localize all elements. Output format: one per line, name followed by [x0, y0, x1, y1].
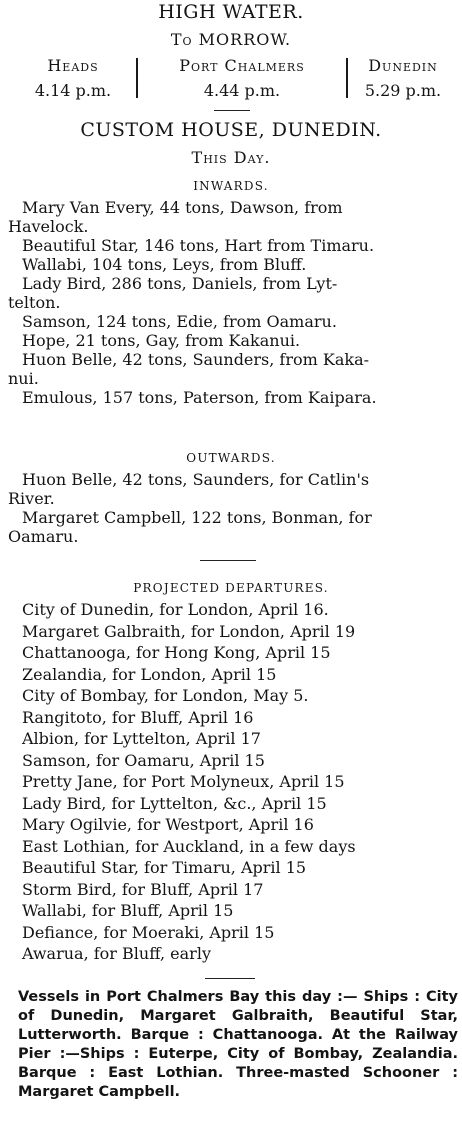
- outwards-list: [8, 470, 456, 546]
- departure-item: Pretty Jane, for Port Molyneux, April 15: [22, 772, 345, 791]
- high-water-title: HIGH WATER.: [158, 1, 304, 23]
- departure-item: Wallabi, for Bluff, April 15: [22, 901, 234, 920]
- tide-header: Port Chalmers: [179, 56, 305, 75]
- tide-time: 4.44 p.m.: [203, 81, 281, 100]
- tide-table: [14, 56, 454, 100]
- tide-col-port-chalmers: [142, 56, 342, 100]
- section-divider: [200, 560, 256, 561]
- vessel-line: Mary Van Every, 44 tons, Dawson, from: [22, 198, 343, 217]
- vessel-line: Emulous, 157 tons, Paterson, from Kaipara.: [22, 388, 377, 407]
- projected-heading: PROJECTED DEPARTURES.: [133, 581, 329, 595]
- tide-time: 5.29 p.m.: [364, 81, 442, 100]
- vessel-line: Beautiful Star, 146 tons, Hart from Timaru.: [22, 236, 375, 255]
- custom-house-title: CUSTOM HOUSE, DUNEDIN.: [80, 119, 382, 141]
- tide-col-dunedin: [352, 56, 454, 100]
- vessel-line: Lady Bird, 286 tons, Daniels, from Lyt-: [22, 274, 338, 293]
- vessel-line: Hope, 21 tons, Gay, from Kakanui.: [22, 331, 301, 350]
- vessel-line: Oamaru.: [8, 527, 79, 546]
- vessel-line: nui.: [8, 369, 39, 388]
- departure-item: Beautiful Star, for Timaru, April 15: [22, 858, 307, 877]
- outwards-heading: OUTWARDS.: [186, 451, 276, 465]
- departure-item: East Lothian, for Auckland, in a few days: [22, 836, 356, 856]
- departure-item: City of Dunedin, for London, April 16.: [22, 600, 329, 619]
- departure-item: City of Bombay, for London, May 5.: [22, 686, 309, 705]
- custom-house-subtitle: This Day.: [191, 148, 271, 167]
- vessel-line: Samson, 124 tons, Edie, from Oamaru.: [22, 312, 337, 331]
- high-water-subtitle: To MORROW.: [170, 30, 292, 49]
- inwards-heading: INWARDS.: [193, 179, 269, 193]
- vessels-in-port-text: Vessels in Port Chalmers Bay this day :— Ships : City of Dunedin, Margaret Galbraith, Beautiful Star, Lutterworth. Barque : Chattanooga. At the Railway Pier :—Ships : Euterpe, City of Bombay, Zealandia. Barque : East Lothian. Three-masted Schooner : Margaret Campbell.: [18, 989, 458, 1100]
- tide-col-heads: [14, 56, 132, 100]
- inwards-list: [8, 198, 456, 407]
- departure-item: Lady Bird, for Lyttelton, &c., April 15: [22, 793, 327, 813]
- departure-item: Awarua, for Bluff, early: [22, 944, 211, 963]
- vessel-line: Margaret Campbell, 122 tons, Bonman, for: [22, 508, 372, 527]
- tide-time: 4.14 p.m.: [34, 81, 112, 100]
- departure-item: Defiance, for Moeraki, April 15: [22, 922, 275, 942]
- vessels-in-port-paragraph: [4, 988, 458, 1102]
- departure-item: Mary Ogilvie, for Westport, April 16: [22, 815, 314, 834]
- departure-item: Rangitoto, for Bluff, April 16: [22, 707, 254, 727]
- vessel-line: Huon Belle, 42 tons, Saunders, for Catlin's: [22, 470, 370, 489]
- vessel-line: Wallabi, 104 tons, Leys, from Bluff.: [22, 255, 307, 274]
- section-divider: [205, 978, 255, 979]
- column-divider: [136, 58, 138, 98]
- departure-item: Storm Bird, for Bluff, April 17: [22, 879, 264, 899]
- departure-item: Albion, for Lyttelton, April 17: [22, 729, 261, 748]
- section-divider: [214, 110, 250, 111]
- vessel-line: telton.: [8, 293, 61, 312]
- departure-item: Samson, for Oamaru, April 15: [22, 750, 265, 770]
- departure-item: Chattanooga, for Hong Kong, April 15: [22, 643, 331, 662]
- vessel-line: Havelock.: [8, 217, 89, 236]
- tide-header: Heads: [47, 56, 99, 75]
- tide-header: Dunedin: [368, 56, 438, 75]
- vessel-line: Huon Belle, 42 tons, Saunders, from Kaka-: [22, 350, 370, 369]
- departure-item: Zealandia, for London, April 15: [22, 664, 277, 684]
- vessel-line: River.: [8, 489, 55, 508]
- column-divider: [346, 58, 348, 98]
- departure-item: Margaret Galbraith, for London, April 19: [22, 621, 356, 641]
